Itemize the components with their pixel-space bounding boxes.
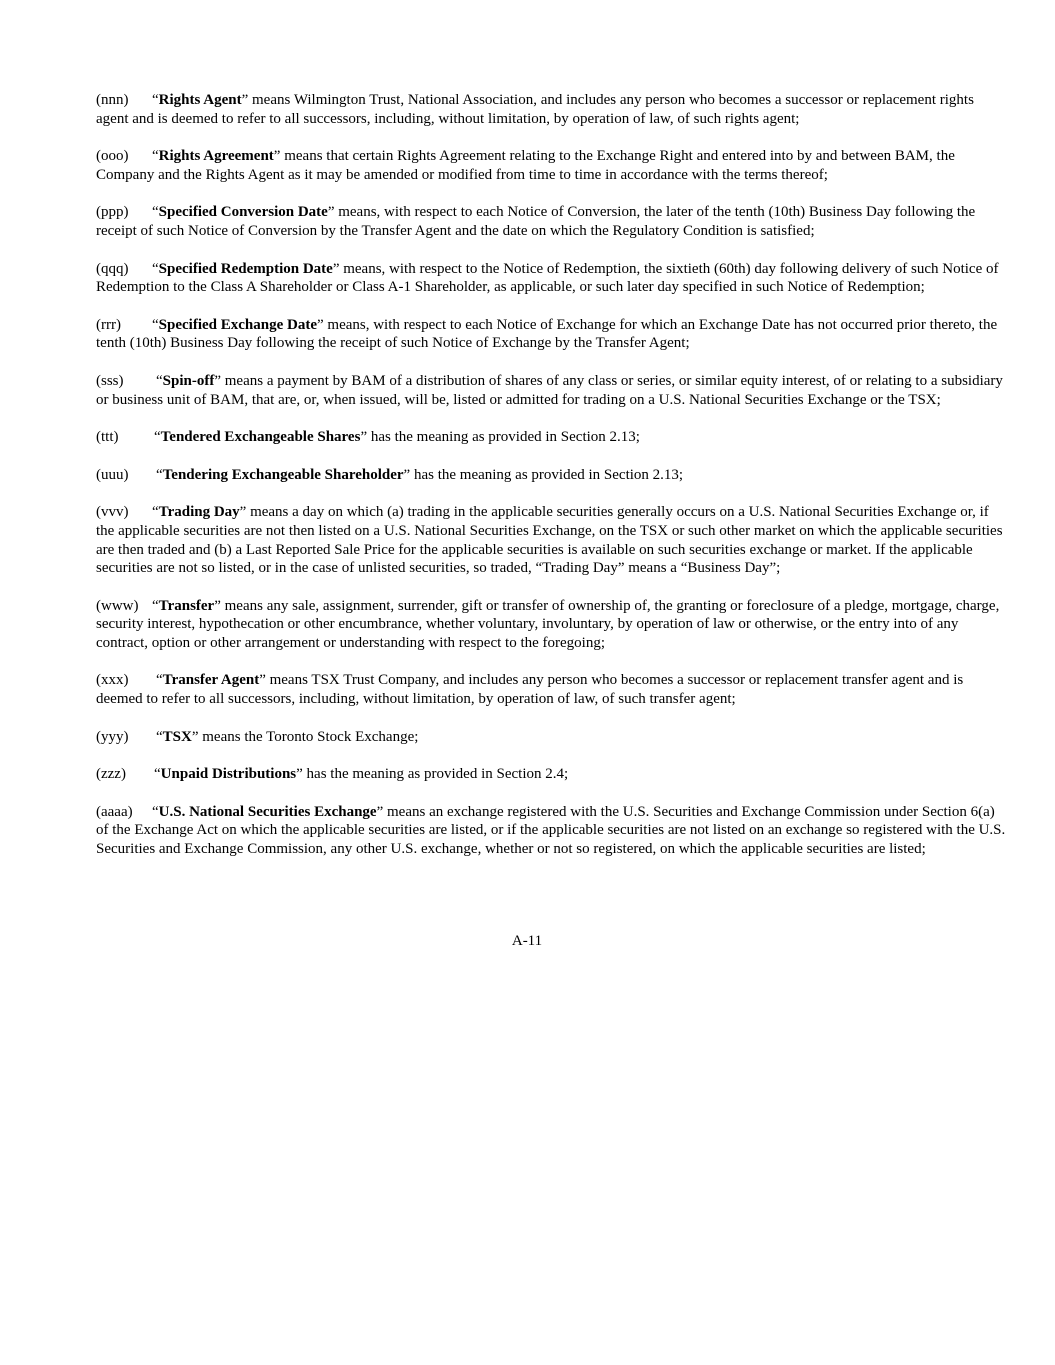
definition-label: (yyy) [96, 728, 129, 745]
definition-tsx [96, 728, 1008, 747]
definition-text: ” means Wilmington Trust, National Association, and includes any person who becomes a successor or replacement rights agent and is deemed to refer to all successors, including, without limitation, by operation of law, of such rights agent; [96, 92, 974, 127]
open-quote: “ [152, 92, 159, 108]
defined-term: Spin-off [162, 372, 215, 389]
definition-label: (qqq) [96, 260, 129, 277]
definition-label: (zzz) [96, 766, 126, 783]
definition-text: ” means that certain Rights Agreement relating to the Exchange Right and entered into by and between BAM, the Company and the Rights Agent as it may be amended or modified from time to time in accordance with the terms thereof; [96, 148, 955, 183]
defined-term: TSX [162, 728, 192, 745]
definition-us-national-securities-exchange [96, 803, 1008, 859]
open-quote: “ [154, 429, 161, 446]
open-quote: “ [156, 672, 163, 689]
definition-text: ” means a payment by BAM of a distribution of shares of any class or series, or similar equity interest, of or relating to a subsidiary or business unit of BAM, that are, or, when issued, will be, listed or admitted for trading on a U.S. National Securities Exchange or the TSX; [96, 372, 1003, 408]
definition-tendered-exchangeable-shares [96, 428, 1008, 447]
definition-text: ” has the meaning as provided in Section 2.4; [296, 766, 569, 783]
open-quote: “ [152, 204, 159, 221]
defined-term: Transfer Agent [162, 672, 260, 689]
definition-unpaid-distributions [96, 765, 1008, 784]
definition-transfer [96, 597, 1008, 653]
definition-text: ” means the Toronto Stock Exchange; [191, 728, 419, 745]
definition-specified-redemption-date [96, 260, 1008, 297]
definition-text: ” means any sale, assignment, surrender, gift or transfer of ownership of, the granting or foreclosure of a pledge, mortgage, charge, security interest, hypothecation or other encumbrance, whether voluntary, involuntary, by operation of law or otherwise, or the entry into of any contract, option or other arrangement or understanding with respect to the foregoing; [96, 597, 1000, 651]
defined-term: Tendered Exchangeable Shares [160, 429, 361, 446]
defined-term: Transfer [158, 597, 215, 614]
defined-term: U.S. National Securities Exchange [158, 803, 377, 820]
definition-label: (www) [96, 597, 139, 614]
definition-label: (rrr) [96, 316, 121, 333]
definition-label: (nnn) [96, 92, 129, 108]
definition-text: ” has the meaning as provided in Section 2.13; [360, 429, 640, 446]
definition-specified-exchange-date [96, 316, 1008, 353]
defined-term: Specified Conversion Date [158, 204, 328, 221]
definition-text: ” means an exchange registered with the U.S. Securities and Exchange Commission under Section 6(a) of the Exchange Act on which the applicable securities are listed, or if the applicable securities are not listed on an exchange so registered with the U.S. Securities and Exchange Commission, any other U.S. exchange, whether or not so registered, on which the applicable securities are listed; [96, 803, 1006, 858]
open-quote: “ [156, 728, 163, 745]
open-quote: “ [156, 372, 163, 389]
open-quote: “ [152, 597, 159, 614]
defined-term: Tendering Exchangeable Shareholder [162, 466, 404, 483]
open-quote: “ [152, 803, 159, 820]
open-quote: “ [156, 466, 163, 483]
defined-term: Specified Exchange Date [158, 316, 317, 333]
definition-transfer-agent [96, 671, 1008, 708]
open-quote: “ [152, 316, 159, 333]
definition-label: (sss) [96, 372, 124, 389]
open-quote: “ [152, 504, 159, 521]
definition-label: (ppp) [96, 204, 129, 221]
definition-rights-agent [96, 91, 1008, 128]
definition-label: (xxx) [96, 672, 129, 689]
defined-term: Trading Day [158, 504, 240, 521]
open-quote: “ [152, 148, 159, 165]
definition-label: (vvv) [96, 504, 129, 521]
definition-text: ” means TSX Trust Company, and includes any person who becomes a successor or replacement transfer agent and is deemed to refer to all successors, including, without limitation, by operation of law, of such transfer agent; [96, 672, 964, 708]
definition-text: ” means, with respect to the Notice of Redemption, the sixtieth (60th) day following delivery of such Notice of Redemption to the Class A Shareholder or Class A-1 Shareholder, as applicable, or such later day specified in such Notice of Redemption; [96, 260, 999, 296]
defined-term: Unpaid Distributions [160, 766, 297, 783]
definition-text: ” has the meaning as provided in Section 2.13; [403, 466, 684, 483]
definition-label: (ttt) [96, 429, 119, 446]
open-quote: “ [152, 260, 159, 277]
defined-term: Rights Agreement [158, 148, 274, 165]
definition-trading-day [96, 503, 1008, 577]
document-body [96, 91, 1008, 878]
definition-text: ” means a day on which (a) trading in the applicable securities generally occurs on a U.S. National Securities Exchange or, if the applicable securities are not then listed on a U.S. National Securities Exchange, on the TSX or such other market on which the applicable securities are then traded and (b) a Last Reported Sale Price for the applicable securities is available on such securities exchange or market. If the applicable securities are not so listed, or in the case of unlisted securities, so traded, “Trading Day” means a “Business Day”; [96, 504, 1003, 577]
page-number: A-11 [511, 933, 543, 949]
definition-label: (aaaa) [96, 803, 133, 820]
definition-text: ” means, with respect to each Notice of Conversion, the later of the tenth (10th) Business Day following the receipt of such Notice of Conversion by the Transfer Agent and the date on which the Regulatory Condition is satisfied; [96, 204, 976, 239]
definition-tendering-exchangeable-shareholder [96, 466, 1008, 485]
definition-rights-agreement [96, 147, 1008, 184]
open-quote: “ [154, 766, 161, 783]
definition-specified-conversion-date [96, 203, 1008, 240]
definition-spin-off [96, 372, 1008, 409]
definition-text: ” means, with respect to each Notice of Exchange for which an Exchange Date has not occurred prior thereto, the tenth (10th) Business Day following the receipt of such Notice of Exchange by the Transfer Agent; [96, 316, 998, 352]
defined-term: Specified Redemption Date [158, 260, 333, 277]
definition-label: (ooo) [96, 148, 129, 165]
defined-term: Rights Agent [158, 92, 242, 108]
definition-label: (uuu) [96, 466, 129, 483]
